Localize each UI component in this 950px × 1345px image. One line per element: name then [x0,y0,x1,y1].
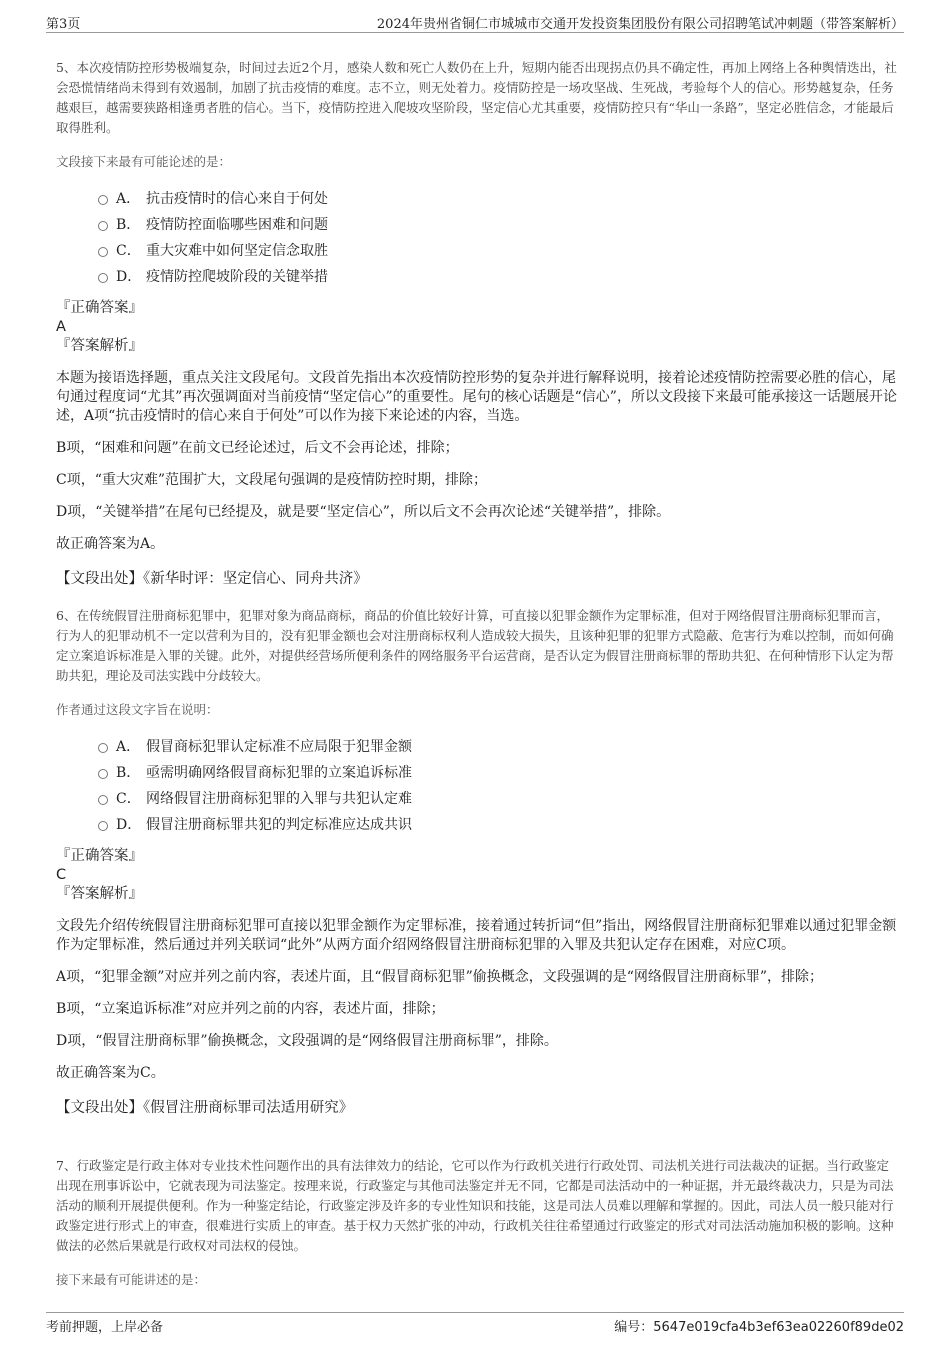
answer-value: A [56,319,66,335]
page-header [46,10,904,33]
source-citation: 【文段出处】《假冒注册商标罪司法适用研究》 [56,1100,354,1116]
option-list [56,734,898,838]
radio-icon[interactable] [98,273,108,283]
question-prompt: 文段接下来最有可能论述的是： [56,154,232,169]
question-prompt: 接下来最有可能讲述的是： [56,1272,207,1287]
analysis-paragraph: A项，“犯罪金额”对应并列之前内容，表述片面，且“假冒商标犯罪”偷换概念，文段强调的是“网络假冒注册商标罪”，排除； [56,969,824,985]
analysis-paragraph: D项，“关键举措”在尾句已经提及，就是要“坚定信心”，所以后文不会再次论述“关键举措”，排除。 [56,504,671,520]
question-6 [56,606,898,1118]
question-prompt: 作者通过这段文字旨在说明： [56,702,219,717]
radio-icon[interactable] [98,195,108,205]
analysis-label: 『答案解析』 [56,338,143,354]
radio-icon[interactable] [98,769,108,779]
radio-icon[interactable] [98,795,108,805]
option-list [56,186,898,290]
radio-icon[interactable] [98,821,108,831]
analysis-paragraph: C项，“重大灾难”范围扩大，文段尾句强调的是疫情防控时期，排除； [56,472,488,488]
analysis-label: 『答案解析』 [56,886,143,902]
analysis-paragraph: 文段先介绍传统假冒注册商标犯罪可直接以犯罪金额作为定罪标准，接着通过转折词“但”指出，网络假冒注册商标犯罪难以通过犯罪金额作为定罪标准，然后通过并列关联词“此外”从两方面介绍网络假冒注册商标犯罪的入罪及共犯认定存在困难，对应C项。 [56,918,897,953]
radio-icon[interactable] [98,247,108,257]
source-citation: 【文段出处】《新华时评：坚定信心、同舟共济》 [56,571,368,587]
answer-value: C [56,867,67,883]
option-c[interactable]: C． 重大灾难中如何坚定信念取胜 [56,238,898,264]
question-5 [56,58,898,589]
document-title: 2024年贵州省铜仁市城城市交通开发投资集团股份有限公司招聘笔试冲刺题（带答案解析） [376,17,904,32]
option-c[interactable]: C． 网络假冒注册商标犯罪的入罪与共犯认定难 [56,786,898,812]
option-b[interactable]: B． 疫情防控面临哪些困难和问题 [56,212,898,238]
option-b[interactable]: B． 亟需明确网络假冒商标犯罪的立案追诉标准 [56,760,898,786]
radio-icon[interactable] [98,221,108,231]
question-stem: 5、本次疫情防控形势极端复杂，时间过去近2个月，感染人数和死亡人数仍在上升，短期内能否出现拐点仍具不确定性，再加上网络上各种舆情迭出，社会恐慌情绪尚未得到有效遏制，加剧了抗击疫情的难度。志不立，则无处着力。疫情防控是一场攻坚战、生死战，考验每个人的信心。形势越复杂，任务越艰巨，越需要狭路相逢勇者胜的信心。当下，疫情防控进入爬坡攻坚阶段，坚定信心尤其重要，疫情防控只有“华山一条路”，坚定必胜信念，才能最后取得胜利。 [56,60,897,135]
option-a[interactable]: A． 抗击疫情时的信心来自于何处 [56,186,898,212]
answer-label: 『正确答案』 [56,848,143,864]
document-code: 编号：5647e019cfa4b3ef63ea02260f89de02 [614,1320,904,1335]
page-number: 第3页 [46,17,81,32]
question-stem: 6、在传统假冒注册商标犯罪中，犯罪对象为商品商标，商品的价值比较好计算，可直接以犯罪金额作为定罪标准，但对于网络假冒注册商标犯罪而言，行为人的犯罪动机不一定以营利为目的，没有犯罪金额也会对注册商标权利人造成较大损失，且该种犯罪的犯罪方式隐蔽、危害行为难以控制，而如何确定立案追诉标准是入罪的关键。此外，对提供经营场所便利条件的网络服务平台运营商，是否认定为假冒注册商标罪的帮助共犯、在何种情形下认定为帮助共犯，理论及司法实践中分歧较大。 [56,608,894,683]
radio-icon[interactable] [98,743,108,753]
question-stem: 7、行政鉴定是行政主体对专业技术性问题作出的具有法律效力的结论，它可以作为行政机关进行行政处罚、司法机关进行司法裁决的证据。当行政鉴定出现在刑事诉讼中，它就表现为司法鉴定。按理来说，行政鉴定与其他司法鉴定并无不同，它都是司法活动中的一种证据，并无最终裁决力，只是为司法活动的顺利开展提供便利。作为一种鉴定结论，行政鉴定涉及许多的专业性知识和技能，这是司法人员难以理解和掌握的。因此，司法人员一般只能对行政鉴定进行形式上的审查，很难进行实质上的审查。基于权力天然扩张的冲动，行政机关往往希望通过行政鉴定的形式对司法活动施加积极的影响。这种做法的必然后果就是行政权对司法权的侵蚀。 [56,1158,894,1253]
option-d[interactable]: D． 假冒注册商标罪共犯的判定标准应达成共识 [56,812,898,838]
question-7 [56,1156,898,1290]
analysis-paragraph: 本题为接语选择题，重点关注文段尾句。文段首先指出本次疫情防控形势的复杂并进行解释说明，接着论述疫情防控需要必胜的信心，尾句通过程度词“尤其”再次强调面对当前疫情“坚定信心”的重要性。尾句的核心话题是“信心”，所以文段接下来最可能承接这一话题展开论述，A项“抗击疫情时的信心来自于何处”可以作为接下来论述的内容，当选。 [56,370,897,424]
analysis-paragraph: B项，“困难和问题”在前文已经论述过，后文不会再论述，排除； [56,440,459,456]
analysis-paragraph: D项，“假冒注册商标罪”偷换概念，文段强调的是“网络假冒注册商标罪”，排除。 [56,1033,558,1049]
page-footer [46,1312,904,1337]
analysis-paragraph: B项，“立案追诉标准”对应并列之前的内容，表述片面，排除； [56,1001,445,1017]
footer-slogan: 考前押题，上岸必备 [46,1320,164,1335]
option-d[interactable]: D． 疫情防控爬坡阶段的关键举措 [56,264,898,290]
option-a[interactable]: A． 假冒商标犯罪认定标准不应局限于犯罪金额 [56,734,898,760]
answer-label: 『正确答案』 [56,300,143,316]
analysis-conclusion: 故正确答案为C。 [56,1065,165,1081]
analysis-conclusion: 故正确答案为A。 [56,536,165,552]
